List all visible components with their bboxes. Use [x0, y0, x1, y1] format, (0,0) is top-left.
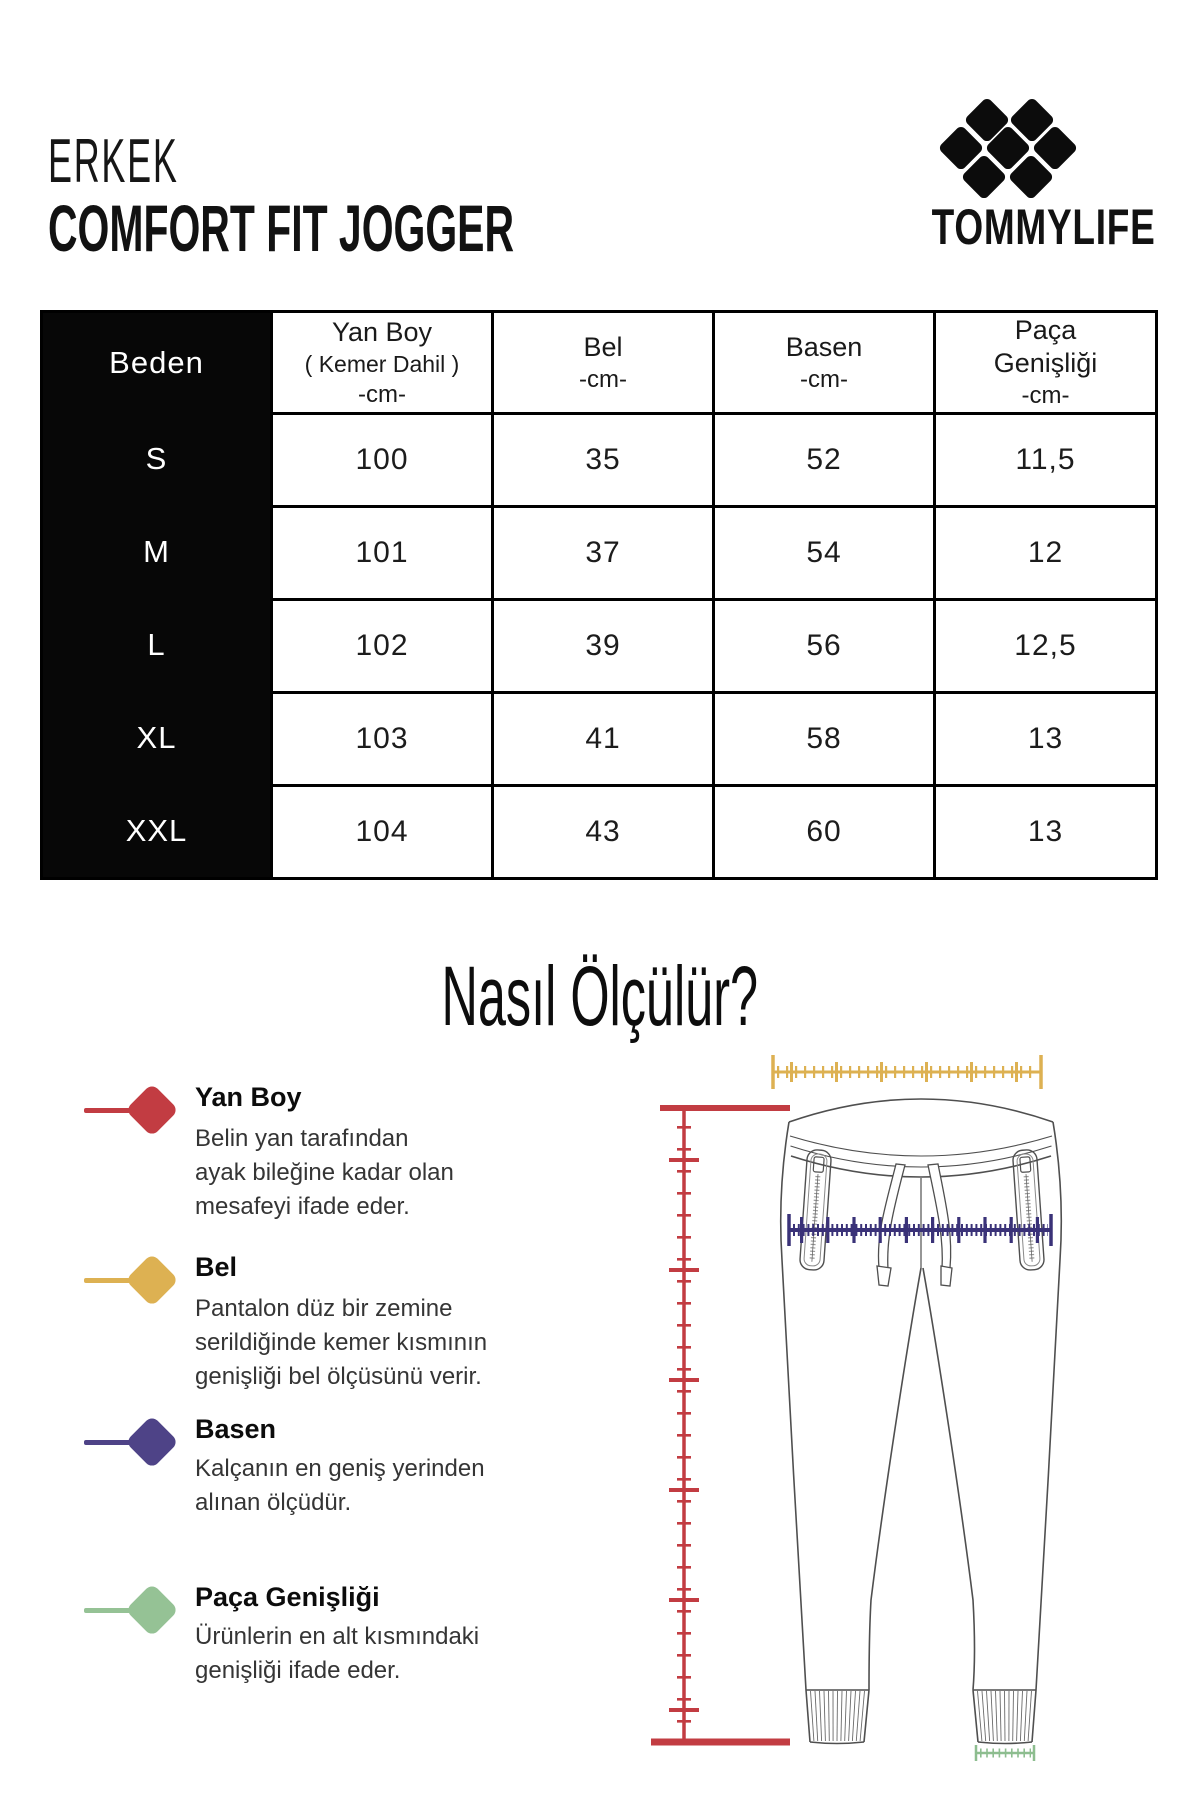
basen-ruler	[789, 1214, 1051, 1246]
column-header-paca-genisligi: Paça Genişliği -cm-	[933, 313, 1155, 412]
table-cell: 100	[270, 412, 491, 505]
size-row-label-l: L	[43, 598, 270, 691]
brand-text: TOMMYLIFE	[932, 199, 1156, 255]
product-title	[48, 190, 800, 266]
brand-wordmark	[853, 198, 1156, 256]
table-cell: 12	[933, 505, 1155, 598]
table-corner-beden: Beden	[43, 313, 270, 412]
tommylife-logo-icon	[920, 88, 1095, 203]
column-header-yan-boy: Yan Boy ( Kemer Dahil ) -cm-	[270, 313, 491, 412]
column-header-basen: Basen -cm-	[712, 313, 933, 412]
right-zip-pocket	[1012, 1149, 1044, 1270]
table-cell: 43	[491, 784, 712, 877]
size-row-label-s: S	[43, 412, 270, 505]
table-cell: 13	[933, 691, 1155, 784]
size-table	[40, 310, 1158, 880]
basen-diamond-icon	[125, 1415, 179, 1469]
table-cell: 41	[491, 691, 712, 784]
table-cell: 56	[712, 598, 933, 691]
table-cell: 54	[712, 505, 933, 598]
left-zip-pocket	[799, 1149, 831, 1270]
size-row-label-m: M	[43, 505, 270, 598]
table-cell: 103	[270, 691, 491, 784]
paca-ruler	[976, 1745, 1034, 1761]
jogger-measurement-diagram	[560, 1040, 1200, 1800]
table-cell: 52	[712, 412, 933, 505]
column-header-bel: Bel -cm-	[491, 313, 712, 412]
yan-boy-ruler	[651, 1108, 790, 1742]
table-cell: 35	[491, 412, 712, 505]
category-label	[48, 126, 273, 197]
size-chart-page: ERKEK COMFORT FIT JOGGER TOMMYLIFE Beden Yan Boy ( Kemer Dahil ) -cm- Bel -cm- Basen -cm- Paça Genişliği -cm- S 100 35 52 11,5 M 101 37 54 12 L 102 39 56 12,5 XL 103 41 58 13 XXL 104 43 60 13 Nasıl Ölçülür? Yan Boy Belin yan tarafından ayak bileğine kadar olan mesafeyi ifade eder. Bel Pantalon düz bir zemine serildiğinde kemer kısmının genişliği bel ölçüsünü verir. Basen Kalçanın en geniş yerinden alınan ölçüdür. Paça Genişliği Ürünlerin en alt kısmındaki genişliği ifade eder.	[0, 0, 1200, 1800]
size-row-label-xxl: XXL	[43, 784, 270, 877]
cuff-rib-lines	[811, 1691, 1032, 1741]
size-row-label-xl: XL	[43, 691, 270, 784]
paca-diamond-icon	[125, 1583, 179, 1637]
table-cell: 58	[712, 691, 933, 784]
table-cell: 39	[491, 598, 712, 691]
table-cell: 13	[933, 784, 1155, 877]
bel-ruler	[773, 1055, 1041, 1089]
bel-diamond-icon	[125, 1253, 179, 1307]
table-cell: 12,5	[933, 598, 1155, 691]
product-title-text: COMFORT FIT JOGGER	[48, 191, 515, 265]
table-cell: 37	[491, 505, 712, 598]
table-cell: 11,5	[933, 412, 1155, 505]
table-cell: 60	[712, 784, 933, 877]
table-cell: 104	[270, 784, 491, 877]
how-to-measure-title: Nasıl Ölçülür?	[441, 949, 759, 1043]
table-cell: 101	[270, 505, 491, 598]
category-text: ERKEK	[48, 127, 179, 196]
yan-boy-diamond-icon	[125, 1083, 179, 1137]
table-cell: 102	[270, 598, 491, 691]
